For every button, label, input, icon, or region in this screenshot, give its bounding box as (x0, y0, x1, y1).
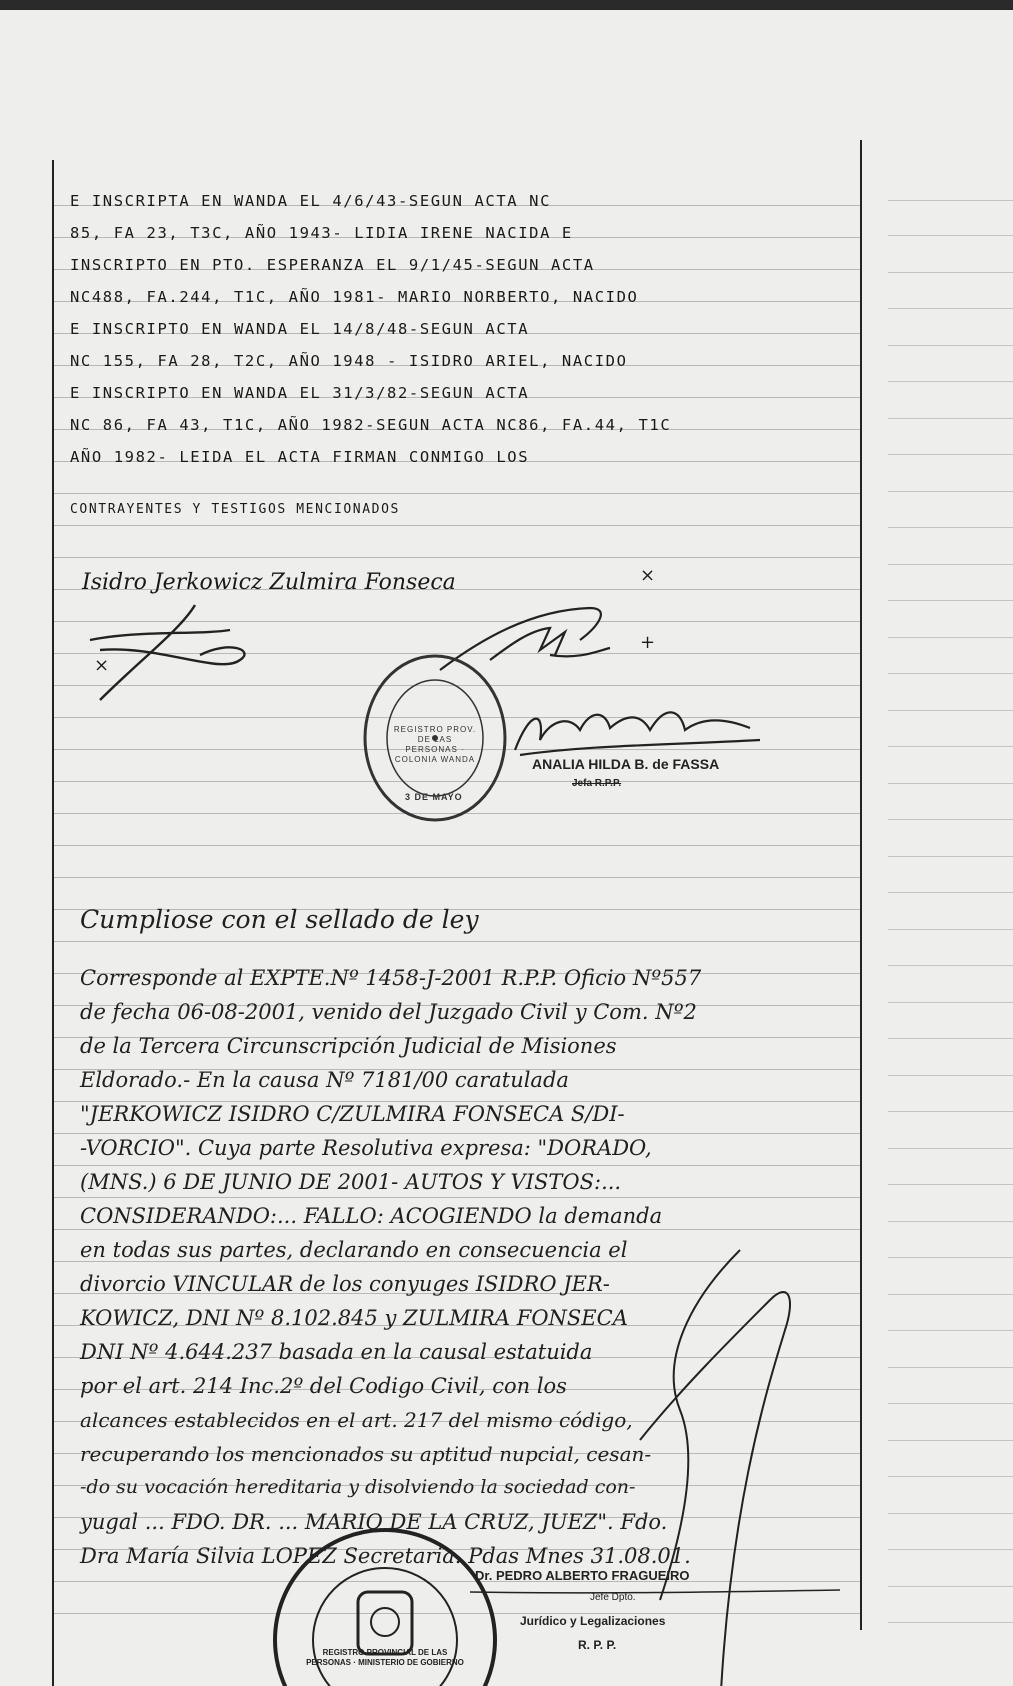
note-line: recuperando los mencionados su aptitud nupcial, cesan- (80, 1442, 652, 1466)
entry-line: NC 86, FA 43, T1C, AÑO 1982-SEGUN ACTA NC86, FA.44, T1C (70, 416, 672, 434)
note-line: Eldorado.- En la causa Nº 7181/00 caratulada (80, 1068, 569, 1092)
note-line: alcances establecidos en el art. 217 del mismo código, (80, 1408, 633, 1432)
note-line: de la Tercera Circunscripción Judicial de Misiones (80, 1034, 617, 1058)
signature-x-mark: × (94, 655, 110, 676)
entry-line: 85, FA 23, T3C, AÑO 1943- LIDIA IRENE NACIDA E (70, 224, 573, 242)
note-line: (MNS.) 6 DE JUNIO DE 2001- AUTOS Y VISTOS:... (80, 1170, 622, 1194)
note-line: Corresponde al EXPTE.Nº 1458-J-2001 R.P.P. Oficio Nº557 (80, 966, 702, 990)
entry-line: E INSCRIPTO EN WANDA EL 31/3/82-SEGUN ACTA (70, 384, 530, 402)
note-line: divorcio VINCULAR de los conyuges ISIDRO JER- (80, 1272, 610, 1296)
entry-line: CONTRAYENTES Y TESTIGOS MENCIONADOS (70, 502, 400, 517)
director-name: Dr. PEDRO ALBERTO FRAGUEIRO (475, 1568, 690, 1583)
officer-name: ANALIA HILDA B. de FASSA (532, 756, 720, 772)
right-margin-line (860, 140, 862, 1630)
note-line: -VORCIO". Cuya parte Resolutiva expresa: "DORADO, (80, 1136, 652, 1160)
note-line: CONSIDERANDO:... FALLO: ACOGIENDO la demanda (80, 1204, 663, 1228)
note-line: por el art. 214 Inc.2º del Codigo Civil, con los (80, 1374, 567, 1398)
note-line: DNI Nº 4.644.237 basada en la causal estatuida (80, 1340, 593, 1364)
scan-top-edge (0, 0, 1013, 10)
entry-line: E INSCRIPTA EN WANDA EL 4/6/43-SEGUN ACTA NC (70, 192, 551, 210)
note-line: KOWICZ, DNI Nº 8.102.845 y ZULMIRA FONSECA (80, 1306, 628, 1330)
director-office: R. P. P. (578, 1638, 617, 1652)
director-dept: Jurídico y Legalizaciones (520, 1614, 666, 1628)
note-line: de fecha 06-08-2001, venido del Juzgado Civil y Com. Nº2 (80, 1000, 697, 1024)
director-title: Jefe Dpto. (590, 1592, 636, 1603)
entry-line: AÑO 1982- LEIDA EL ACTA FIRMAN CONMIGO LOS (70, 448, 530, 466)
signature-scribble-left (80, 600, 280, 710)
entry-line: NC488, FA.244, T1C, AÑO 1981- MARIO NORBERTO, NACIDO (70, 288, 639, 306)
registry-seal-left-text: REGISTRO PROV. DE LAS PERSONAS · COLONIA WANDA (393, 725, 477, 764)
entry-line: NC 155, FA 28, T2C, AÑO 1948 - ISIDRO ARIEL, NACIDO (70, 352, 628, 370)
note-line: Dra María Silvia LOPEZ Secretaria. Pdas Mnes 31.08.01. (80, 1544, 691, 1568)
entry-line: E INSCRIPTO EN WANDA EL 14/8/48-SEGUN ACTA (70, 320, 530, 338)
note-line: yugal ... FDO. DR. ... MARIO DE LA CRUZ, JUEZ". Fdo. (80, 1510, 668, 1534)
note-heading: Cumpliose con el sellado de ley (80, 905, 479, 934)
entry-line: INSCRIPTO EN PTO. ESPERANZA EL 9/1/45-SEGUN ACTA (70, 256, 595, 274)
signature-x-mark: × (640, 565, 656, 586)
ministry-seal-bottom-text: REGISTRO PROVINCIAL DE LAS PERSONAS · MINISTERIO DE GOBIERNO (306, 1648, 464, 1667)
note-line: -do su vocación hereditaria y disolviendo la sociedad con- (80, 1476, 636, 1498)
note-line: "JERKOWICZ ISIDRO C/ZULMIRA FONSECA S/DI- (80, 1102, 625, 1126)
left-margin-line (52, 160, 54, 1686)
signature-names: Isidro Jerkowicz Zulmira Fonseca (82, 570, 456, 595)
register-page (0, 10, 1013, 1686)
officer-title: Jefa R.P.P. (572, 778, 622, 789)
director-arrow (470, 1582, 850, 1602)
note-line: en todas sus partes, declarando en consecuencia el (80, 1238, 628, 1262)
signature-x-mark: + (640, 632, 656, 653)
registry-seal-left-bottom: 3 DE MAYO (405, 792, 463, 802)
